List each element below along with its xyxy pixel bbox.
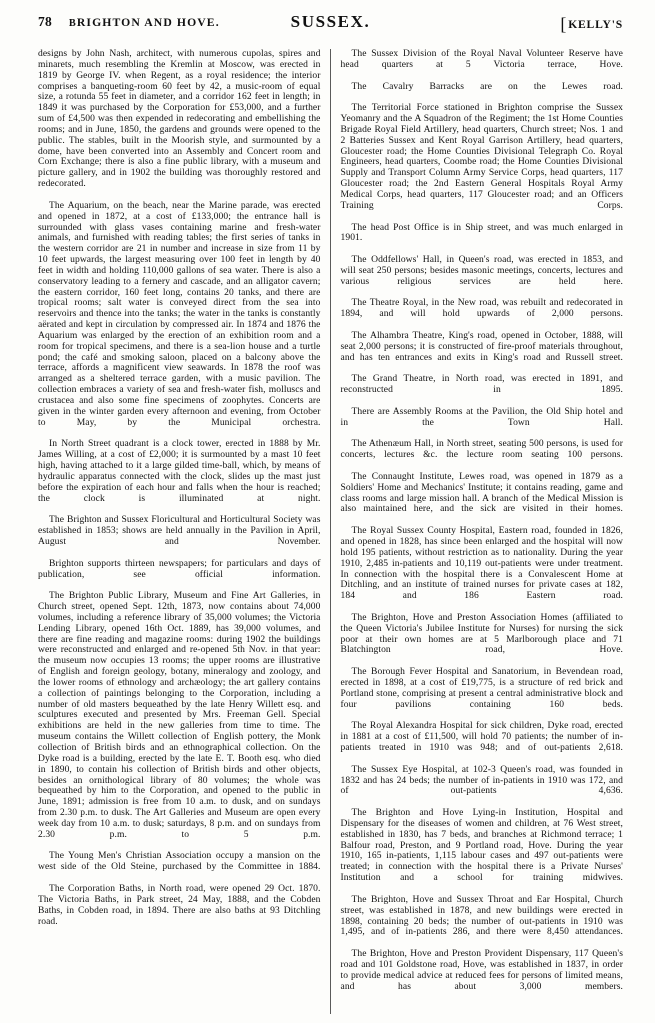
paragraph: The Corporation Baths, in North road, were opened 29 Oct. 1870. The Victoria Baths, in Park street, 24 May, 1888, and the Cobden Baths, in Cobden road, in 1894. There are also baths at 93 Ditchling road. xyxy=(38,882,321,927)
paragraph: The Athenæum Hall, in North street, seating 500 persons, is used for concerts, lectures &c. the lecture room seating 100 persons. xyxy=(340,438,623,461)
paragraph: The Brighton, Hove and Preston Association Homes (affiliated to the Queen Victoria's Jubilee Institute for Nurses) for nursing the sick poor at their own homes are at 5 Marlborough place and 71 Blatchington road, Hove. xyxy=(340,611,623,656)
running-head-place-rest: RIGHTON AND HOVE. xyxy=(76,16,220,29)
bracket-glyph: [ xyxy=(560,14,568,34)
paragraph: The Alhambra Theatre, King's road, opened in October, 1888, will seat 2,000 persons; it is constructed of fire-proof materials throughout, and has ten entrances and exits in King's road and Russell street. xyxy=(340,329,623,363)
paragraph: The Royal Alexandra Hospital for sick children, Dyke road, erected in 1881 at a cost of £11,500, will hold 70 patients; the number of in-patients treated in 1910 was 948; and of out-patients 2,618. xyxy=(340,720,623,753)
paragraph: The Sussex Division of the Royal Naval Volunteer Reserve have head quarters at 5 Victoria terrace, Hove. xyxy=(340,48,623,70)
paragraph: The Cavalry Barracks are on the Lewes road. xyxy=(351,80,623,92)
running-head-county: SUSSEX. xyxy=(290,12,371,31)
paragraph: The Brighton, Hove and Sussex Throat and Ear Hospital, Church street, was established in 1878, and new buildings were erected in 1898, containing 20 beds; the number of out-patients in 1910 was 1,495, and of in-patients 286, and there were 8,450 attendances. xyxy=(340,893,623,938)
paragraph: The head Post Office is in Ship street, and was much enlarged in 1901. xyxy=(340,221,623,244)
paragraph: designs by John Nash, architect, with numerous cupolas, spires and minarets, much resembling the Kremlin at Moscow, was erected in 1819 by George IV. when Regent, as a royal residence; the interior comprises a banqueting-room 60 feet by 42, a music-room of equal size, a rotunda 55 feet in diameter, and a corridor 162 feet in length; in 1849 it was purchased by the Corporation for £53,000, and a further sum of £4,500 was then expended in redecorating and embellishing the rooms; and in June, 1850, the gardens and grounds were opened to the public. The stables, built in the Moorish style, and surmounted by a dome, have been converted into an Assembly and Concert room and Corn Exchange; there is also a fine public library, with a museum and picture gallery, and in 1902 the building was thoroughly restored and redecorated. xyxy=(38,48,321,190)
paragraph: The Brighton and Sussex Floricultural and Horticultural Society was established in 1853; shows are held annually in the Pavilion in April, August and November. xyxy=(38,514,321,547)
running-head-place-initial: B xyxy=(68,18,77,29)
paragraph: There are Assembly Rooms at the Pavilion, the Old Ship hotel and in the Town Hall. xyxy=(340,405,623,428)
paragraph: The Theatre Royal, in the New road, was rebuilt and redecorated in 1894, and will hold upwards of 2,000 persons. xyxy=(340,297,623,320)
running-head-publisher xyxy=(560,14,623,35)
paragraph: The Brighton, Hove and Preston Provident Dispensary, 117 Queen's road and 101 Goldstone road, Hove, was established in 1837, in order to provide medical advice at reduced fees for persons of limited means, and has about 3,000 members. xyxy=(340,948,623,992)
paragraph: The Brighton and Hove Lying-in Institution, Hospital and Dispensary for the diseases of women and children, at 76 West street, established in 1830, has 7 beds, and branches at Richmond terrace; 1 Balfour road, Preston, and 9 Portland road, Hove. During the year 1910, 165 in-patients, 1,115 labour cases and 497 out-patients were treated; in connection with the hospital there is a Private Nurses' Institution and a school for training midwives. xyxy=(340,807,623,884)
paragraph: The Royal Sussex County Hospital, Eastern road, founded in 1826, and opened in 1828, has since been enlarged and the hospital will now hold 195 patients, without restriction as to nationality. During the year 1910, 2,485 in-patients and 10,119 out-patients were under treatment. In connection with the hospital there is a Convalescent Home at Ditchling, and an institute of trained nurses for private cases at 182, 184 and 186 Eastern road. xyxy=(340,525,623,602)
paragraph: The Sussex Eye Hospital, at 102-3 Queen's road, was founded in 1832 and has 24 beds; the number of in-patients in 1910 was 172, and of out-patients 4,636. xyxy=(340,763,623,797)
paragraph: The Oddfellows' Hall, in Queen's road, was erected in 1853, and will seat 250 persons; besides masonic meetings, concerts, lectures and various religious services are held here. xyxy=(340,254,623,287)
paragraph: The Grand Theatre, in North road, was erected in 1891, and reconstructed in 1895. xyxy=(340,373,623,396)
running-head xyxy=(38,14,623,40)
paragraph: Brighton supports thirteen newspapers; for particulars and days of publication, see official information. xyxy=(38,557,321,580)
paragraph: The Brighton Public Library, Museum and Fine Art Galleries, in Church street, opened Sept. 12th, 1873, now contains about 74,000 volumes, including a reference library of 35,000 volumes; the Victoria Lending Library, opened 16th Oct. 1889, has 39,000 volumes, and there are fine reading and magazine rooms: during 1902 the buildings were reconstructed and enlarged and re-opened 5th Nov. in that year: the museum now occupies 13 rooms; the upper rooms are illustrative of English and foreign geology, botany, mineralogy and zoology, and the lower rooms of ethnology and archæology; the art gallery contains a collection of paintings belonging to the Corporation, including a number of old masters bequeathed by the late Henry Willett esq. and sculptures executed and presented by Mrs. Freeman Gell. Special exhibitions are held in the new galleries from time to time. The museum contains the Willett collection of English pottery, the Monk collection of British birds and an ethnographical collection. On the Dyke road is a building, erected by the late E. T. Booth esq. who died in 1890, to contain his collection of British birds and other objects, besides an ornithological library of 80 volumes; the whole was bequeathed by him to the Corporation, and opened to the public in June, 1891; admission is free from 10 a.m. to dusk, and on sundays from 2.30 p.m. to dusk. The Art Galleries and Museum are open every week day from 10 a.m. to dusk; saturdays, 8 p.m. and on sundays from 2.30 p.m. to 5 p.m. xyxy=(38,590,321,840)
paragraph: The Borough Fever Hospital and Sanatorium, in Bevendean road, erected in 1898, at a cost of £19,775, is a structure of red brick and Portland stone, comprising at present a central administrative block and four pavilions containing 160 beds. xyxy=(340,666,623,710)
paragraph: The Connaught Institute, Lewes road, was opened in 1879 as a Soldiers' Home and Mechanics' Institute; it contains reading, game and class rooms and large mission hall. A branch of the Medical Mission is also maintained here, and the sick are visited in their homes. xyxy=(340,470,623,515)
paragraph: The Aquarium, on the beach, near the Marine parade, was erected and opened in 1872, at a cost of £133,000; the entrance hall is surrounded with glass vases containing marine and fresh-water animals, and furnished with reading tables; the first series of tanks in the western corridor are 21 in number and increase in size from 11 by 10 feet upwards, the largest measuring over 100 feet in length by 40 feet in width and holding 110,000 gallons of sea water. There is also a conservatory leading to a fernery and cascade, and an alligator cavern; the eastern corridor, 160 feet long, contains 20 tanks, and there are tropical rooms; salt water is conveyed direct from the sea into reservoirs and thence into the tanks; the water in the tanks is constantly aërated and kept in circulation by compressed air. In 1874 and 1876 the Aquarium was enlarged by the erection of an exhibition room and a room for tropical specimens, and there is a sea-lion house and a turtle pond; the café and smoking saloon, placed on a balcony above the terrace, affords a magnificent view seawards. In 1878 the roof was arranged as a sheltered terrace garden, with a music pavilion. The collection embraces a variety of sea and fresh-water fish, molluscs and crustacea and also some fine specimens of zoophytes. Concerts are given in the winter garden every afternoon and evening, from October to May, by the Municipal orchestra. xyxy=(38,199,321,428)
paragraph: The Territorial Force stationed in Brighton comprise the Sussex Yeomanry and the A Squadron of the Regiment; the 1st Home Counties Brigade Royal Field Artillery, head quarters, Church street; Nos. 1 and 2 Batteries Sussex and Kent Royal Garrison Artillery, head quarters, Gloucester road; the Home Counties Divisional Telegraph Co. Royal Engineers, head quarters, Coombe road; the Home Counties Divisional Supply and Transport Column Army Service Corps, head quarters, 117 Gloucester road; the 2nd Eastern General Hospitals Royal Army Medical Corps, head quarters, 117 Gloucester road; and an Officers Training Corps. xyxy=(340,102,623,211)
paragraph: In North Street quadrant is a clock tower, erected in 1888 by Mr. James Willing, at a cost of £2,000; it is surmounted by a mast 10 feet high, having attached to it a large gilded time-ball, which, by means of hydraulic apparatus connected with the clock, slides up the mast just before the expiration of each hour and falls when the hour is reached; the clock is illuminated at night. xyxy=(38,438,321,504)
column-left xyxy=(38,49,331,1014)
publisher-name: KELLY'S xyxy=(568,18,623,31)
paragraph: The Young Men's Christian Association occupy a mansion on the west side of the Old Steine, purchased by the Committee in 1884. xyxy=(38,850,321,873)
column-right xyxy=(331,49,624,1014)
page-number: 78 xyxy=(38,14,52,29)
body-columns xyxy=(38,49,623,1014)
